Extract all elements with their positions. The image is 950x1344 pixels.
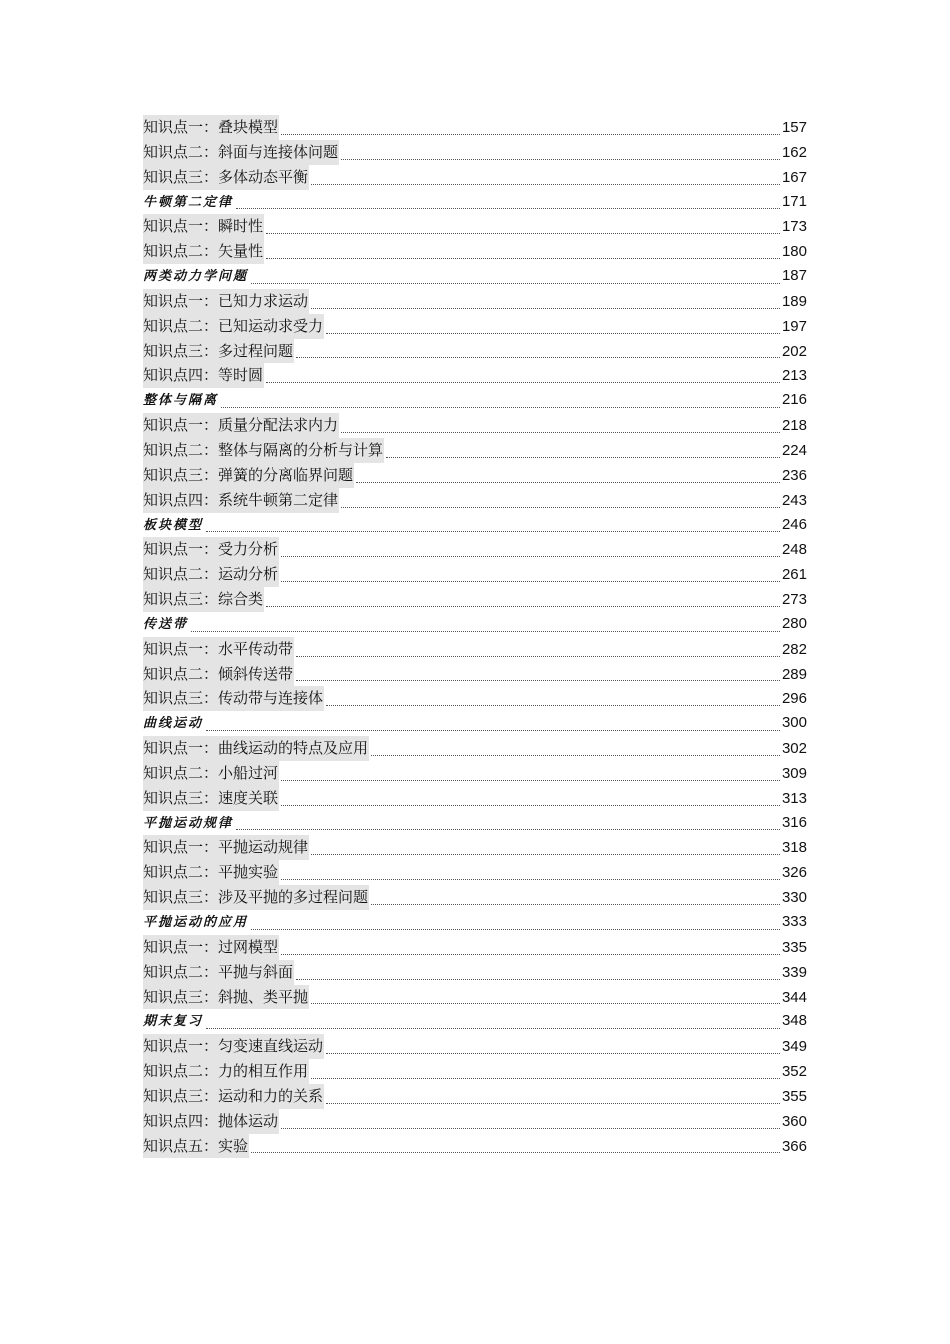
toc-chapter-entry[interactable] <box>143 388 807 413</box>
toc-entry-title: 知识点二：平抛与斜面 <box>143 960 294 985</box>
toc-entry-title: 平抛运动规律 <box>143 815 234 831</box>
toc-page-number: 300 <box>781 714 807 732</box>
toc-page-number: 248 <box>781 541 807 559</box>
toc-dot-leader <box>281 780 780 781</box>
toc-dot-leader <box>341 432 780 433</box>
toc-dot-leader <box>311 308 780 309</box>
toc-entry-title: 知识点三：多体动态平衡 <box>143 165 309 190</box>
toc-page-number: 339 <box>781 963 807 981</box>
toc-dot-leader <box>296 680 780 681</box>
toc-page-number: 309 <box>781 764 807 782</box>
toc-page-number: 360 <box>781 1112 807 1130</box>
toc-page-number: 202 <box>781 342 807 360</box>
toc-entry-title: 知识点三：多过程问题 <box>143 339 294 364</box>
toc-page-number: 289 <box>781 665 807 683</box>
toc-dot-leader <box>236 829 780 830</box>
toc-point-entry[interactable] <box>143 1109 807 1134</box>
toc-dot-leader <box>221 407 780 408</box>
toc-point-entry[interactable] <box>143 860 807 885</box>
toc-dot-leader <box>326 333 780 334</box>
toc-point-entry[interactable] <box>143 835 807 860</box>
toc-entry-title: 整体与隔离 <box>143 393 219 409</box>
toc-entry-title: 知识点一：匀变速直线运动 <box>143 1034 324 1059</box>
table-of-contents <box>143 115 807 1158</box>
toc-page-number: 218 <box>781 417 807 435</box>
toc-dot-leader <box>371 755 780 756</box>
toc-entry-title: 知识点一：过网模型 <box>143 935 279 960</box>
toc-chapter-entry[interactable] <box>143 612 807 637</box>
toc-point-entry[interactable] <box>143 637 807 662</box>
toc-dot-leader <box>281 805 780 806</box>
toc-entry-title: 知识点一：叠块模型 <box>143 115 279 140</box>
toc-dot-leader <box>356 482 780 483</box>
toc-dot-leader <box>281 1128 780 1129</box>
toc-dot-leader <box>326 1103 780 1104</box>
toc-point-entry[interactable] <box>143 289 807 314</box>
toc-dot-leader <box>251 929 780 930</box>
toc-page-number: 243 <box>781 491 807 509</box>
toc-entry-title: 知识点三：斜抛、类平抛 <box>143 985 309 1010</box>
toc-dot-leader <box>206 531 780 532</box>
toc-point-entry[interactable] <box>143 662 807 687</box>
toc-entry-title: 知识点二：小船过河 <box>143 761 279 786</box>
toc-point-entry[interactable] <box>143 736 807 761</box>
toc-dot-leader <box>311 184 780 185</box>
toc-point-entry[interactable] <box>143 786 807 811</box>
toc-entry-title: 知识点五：实验 <box>143 1134 249 1159</box>
toc-dot-leader <box>281 581 780 582</box>
toc-entry-title: 牛顿第二定律 <box>143 194 234 210</box>
toc-page-number: 313 <box>781 789 807 807</box>
toc-entry-title: 知识点一：平抛运动规律 <box>143 835 309 860</box>
toc-entry-title: 两类动力学问题 <box>143 269 249 285</box>
toc-entry-title: 知识点一：曲线运动的特点及应用 <box>143 736 369 761</box>
toc-page-number: 366 <box>781 1137 807 1155</box>
toc-entry-title: 知识点一：已知力求运动 <box>143 289 309 314</box>
toc-point-entry[interactable] <box>143 165 807 190</box>
toc-page-number: 316 <box>781 813 807 831</box>
toc-point-entry[interactable] <box>143 339 807 364</box>
toc-point-entry[interactable] <box>143 686 807 711</box>
toc-point-entry[interactable] <box>143 214 807 239</box>
toc-dot-leader <box>341 159 780 160</box>
toc-chapter-entry[interactable] <box>143 1009 807 1034</box>
toc-page-number: 187 <box>781 267 807 285</box>
toc-dot-leader <box>341 507 780 508</box>
toc-entry-title: 知识点二：平抛实验 <box>143 860 279 885</box>
toc-dot-leader <box>386 457 780 458</box>
toc-dot-leader <box>296 979 780 980</box>
toc-page-number: 171 <box>781 192 807 210</box>
toc-dot-leader <box>266 258 780 259</box>
toc-point-entry[interactable] <box>143 537 807 562</box>
toc-point-entry[interactable] <box>143 985 807 1010</box>
toc-page-number: 302 <box>781 740 807 758</box>
toc-page-number: 282 <box>781 640 807 658</box>
toc-page-number: 189 <box>781 292 807 310</box>
toc-dot-leader <box>311 854 780 855</box>
toc-entry-title: 知识点一：质量分配法求内力 <box>143 413 339 438</box>
toc-entry-title: 板块模型 <box>143 517 204 533</box>
toc-entry-title: 曲线运动 <box>143 716 204 732</box>
toc-point-entry[interactable] <box>143 935 807 960</box>
toc-entry-title: 知识点二：矢量性 <box>143 239 264 264</box>
toc-page-number: 355 <box>781 1087 807 1105</box>
toc-page-number: 335 <box>781 938 807 956</box>
toc-entry-title: 知识点一：受力分析 <box>143 537 279 562</box>
toc-entry-title: 平抛运动的应用 <box>143 915 249 930</box>
toc-entry-title: 知识点二：已知运动求受力 <box>143 314 324 339</box>
toc-page-number: 280 <box>781 614 807 632</box>
toc-page-number: 273 <box>781 591 807 609</box>
toc-dot-leader <box>281 134 780 135</box>
toc-point-entry[interactable] <box>143 413 807 438</box>
toc-chapter-entry[interactable] <box>143 513 807 538</box>
toc-entry-title: 知识点二：运动分析 <box>143 562 279 587</box>
toc-entry-title: 知识点一：瞬时性 <box>143 214 264 239</box>
toc-dot-leader <box>281 556 780 557</box>
toc-page-number: 197 <box>781 317 807 335</box>
toc-point-entry[interactable] <box>143 115 807 140</box>
toc-point-entry[interactable] <box>143 239 807 264</box>
toc-dot-leader <box>266 606 780 607</box>
toc-page-number: 318 <box>781 839 807 857</box>
toc-page-number: 261 <box>781 566 807 584</box>
toc-point-entry[interactable] <box>143 1134 807 1159</box>
toc-dot-leader <box>311 1003 780 1004</box>
toc-point-entry[interactable] <box>143 140 807 165</box>
toc-dot-leader <box>266 233 780 234</box>
toc-entry-title: 知识点三：综合类 <box>143 587 264 612</box>
toc-dot-leader <box>236 208 780 209</box>
toc-entry-title: 知识点三：运动和力的关系 <box>143 1084 324 1109</box>
toc-point-entry[interactable] <box>143 562 807 587</box>
toc-dot-leader <box>251 1152 780 1153</box>
toc-entry-title: 知识点三：速度关联 <box>143 786 279 811</box>
toc-point-entry[interactable] <box>143 761 807 786</box>
toc-chapter-entry[interactable] <box>143 910 807 935</box>
toc-dot-leader <box>281 879 780 880</box>
toc-entry-title: 期末复习 <box>143 1014 204 1030</box>
toc-point-entry[interactable] <box>143 463 807 488</box>
toc-chapter-entry[interactable] <box>143 190 807 215</box>
toc-dot-leader <box>296 357 780 358</box>
toc-point-entry[interactable] <box>143 885 807 910</box>
toc-page-number: 326 <box>781 864 807 882</box>
toc-dot-leader <box>206 730 780 731</box>
toc-point-entry[interactable] <box>143 363 807 388</box>
toc-page-number: 352 <box>781 1063 807 1081</box>
toc-point-entry[interactable] <box>143 438 807 463</box>
toc-page-number: 246 <box>781 515 807 533</box>
toc-page-number: 213 <box>781 367 807 385</box>
toc-entry-title: 知识点三：传动带与连接体 <box>143 686 324 711</box>
toc-entry-title: 知识点四：系统牛顿第二定律 <box>143 488 339 513</box>
toc-dot-leader <box>251 283 780 284</box>
toc-entry-title: 知识点二：斜面与连接体问题 <box>143 140 339 165</box>
toc-page-number: 349 <box>781 1038 807 1056</box>
toc-page-number: 173 <box>781 218 807 236</box>
toc-page-number: 216 <box>781 391 807 409</box>
toc-page-number: 348 <box>781 1012 807 1030</box>
toc-dot-leader <box>311 1078 780 1079</box>
toc-chapter-entry[interactable] <box>143 264 807 289</box>
toc-page-number: 157 <box>781 119 807 136</box>
toc-chapter-entry[interactable] <box>143 711 807 736</box>
toc-point-entry[interactable] <box>143 1084 807 1109</box>
toc-entry-title: 知识点一：水平传动带 <box>143 637 294 662</box>
toc-dot-leader <box>326 705 780 706</box>
toc-page-number: 296 <box>781 690 807 708</box>
toc-point-entry[interactable] <box>143 1034 807 1059</box>
toc-point-entry[interactable] <box>143 960 807 985</box>
toc-point-entry[interactable] <box>143 488 807 513</box>
toc-entry-title: 知识点三：弹簧的分离临界问题 <box>143 463 354 488</box>
toc-dot-leader <box>296 656 780 657</box>
toc-dot-leader <box>326 1053 780 1054</box>
toc-page-number: 224 <box>781 441 807 459</box>
toc-page-number: 344 <box>781 988 807 1006</box>
toc-page-number: 330 <box>781 889 807 907</box>
toc-page-number: 333 <box>781 913 807 930</box>
toc-dot-leader <box>206 1028 780 1029</box>
toc-entry-title: 知识点四：等时圆 <box>143 363 264 388</box>
toc-entry-title: 知识点二：倾斜传送带 <box>143 662 294 687</box>
toc-page-number: 180 <box>781 243 807 261</box>
toc-dot-leader <box>281 954 780 955</box>
toc-dot-leader <box>191 631 780 632</box>
toc-entry-title: 传送带 <box>143 616 189 632</box>
toc-point-entry[interactable] <box>143 587 807 612</box>
toc-entry-title: 知识点二：力的相互作用 <box>143 1059 309 1084</box>
toc-entry-title: 知识点三：涉及平抛的多过程问题 <box>143 885 369 910</box>
toc-dot-leader <box>266 382 780 383</box>
toc-chapter-entry[interactable] <box>143 811 807 836</box>
toc-point-entry[interactable] <box>143 314 807 339</box>
toc-entry-title: 知识点四：抛体运动 <box>143 1109 279 1134</box>
toc-page-number: 236 <box>781 466 807 484</box>
toc-entry-title: 知识点二：整体与隔离的分析与计算 <box>143 438 384 463</box>
toc-point-entry[interactable] <box>143 1059 807 1084</box>
toc-page-number: 167 <box>781 168 807 186</box>
toc-dot-leader <box>371 904 780 905</box>
toc-page-number: 162 <box>781 143 807 161</box>
